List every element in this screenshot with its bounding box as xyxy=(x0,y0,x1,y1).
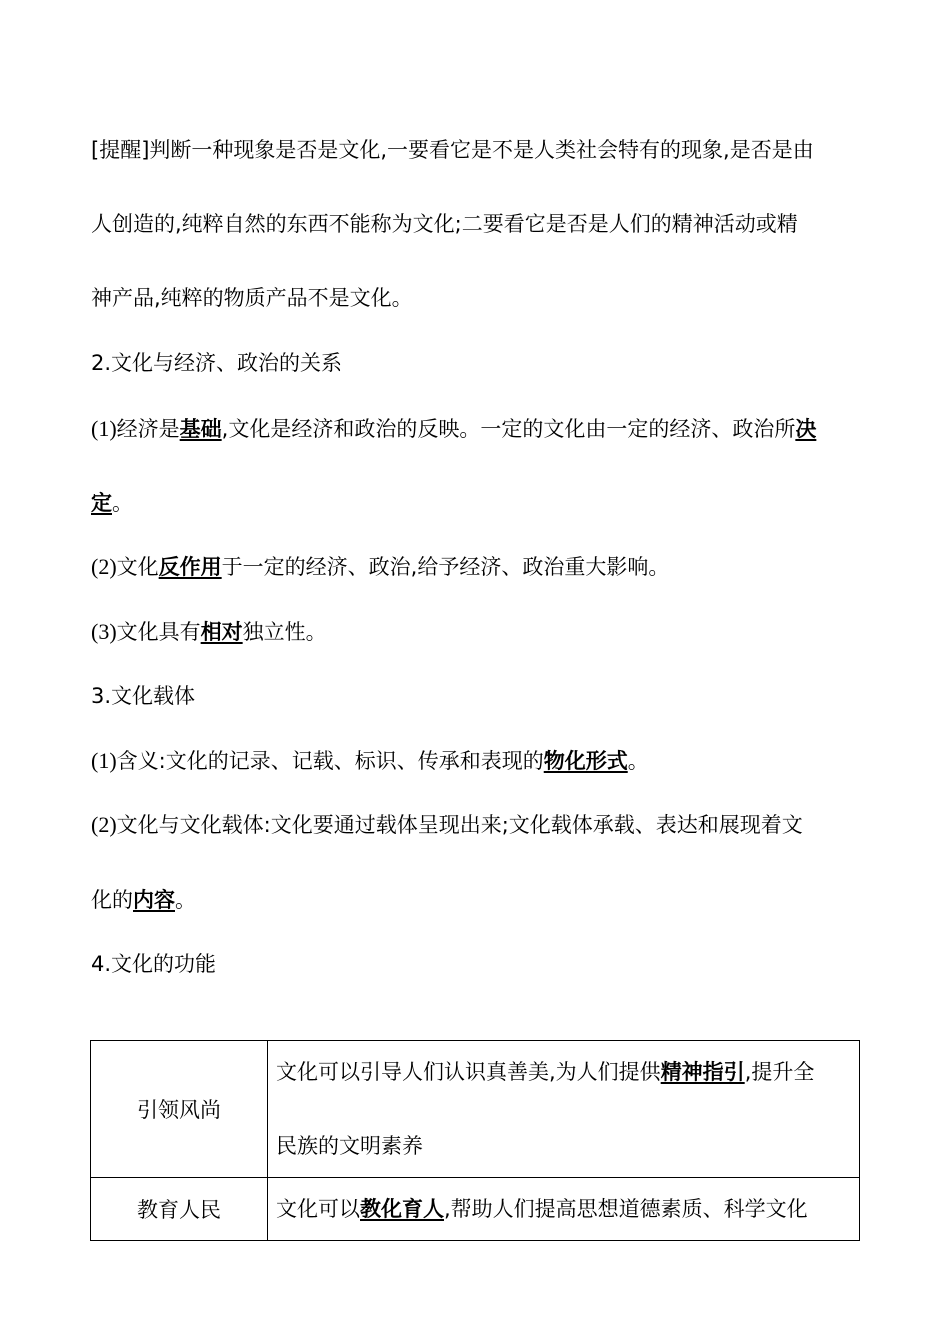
function-description xyxy=(268,1041,860,1178)
text: ,文化是经济和政治的反映。一定的文化由一定的经济、政治所 xyxy=(221,417,796,441)
text: 文化具有 xyxy=(116,620,201,644)
section-3-heading: 3.文化载体 xyxy=(91,684,196,708)
text: 含义:文化的记录、记载、标识、传承和表现的 xyxy=(116,749,544,773)
text: 。 xyxy=(175,888,196,912)
text: 经济是 xyxy=(116,417,180,441)
text: 文化可以引导人们认识真善美,为人们提供 xyxy=(276,1060,661,1084)
section-3-paragraph-2-cont xyxy=(91,886,196,914)
text: 文化与文化载体:文化要通过载体呈现出来;文化载体承载、表达和展现着文 xyxy=(116,813,803,837)
table-row xyxy=(91,1178,860,1241)
item-number: (1) xyxy=(91,748,117,773)
keyword: 决 xyxy=(795,417,817,441)
description-line: 民族的文明素养 xyxy=(276,1134,423,1158)
text: 。 xyxy=(627,749,649,773)
keyword: 精神指引 xyxy=(660,1060,745,1084)
text: 独立性。 xyxy=(242,620,327,644)
culture-functions-table xyxy=(90,1040,860,1241)
section-4-heading: 4.文化的功能 xyxy=(91,952,217,976)
item-number: (2) xyxy=(91,812,117,837)
function-description xyxy=(268,1178,860,1241)
tip-line-3: 神产品,纯粹的物质产品不是文化。 xyxy=(91,286,413,310)
text: ,帮助人们提高思想道德素质、科学文化 xyxy=(444,1197,808,1221)
table-row xyxy=(91,1041,860,1178)
keyword: 基础 xyxy=(179,417,222,441)
keyword: 内容 xyxy=(133,888,175,912)
function-label: 教育人民 xyxy=(91,1178,268,1241)
text: 。 xyxy=(112,491,133,515)
keyword: 定 xyxy=(91,491,112,515)
keyword: 相对 xyxy=(200,620,243,644)
section-2-paragraph-1-cont xyxy=(91,489,133,517)
item-number: (1) xyxy=(91,416,117,441)
keyword: 物化形式 xyxy=(543,749,628,773)
item-number: (3) xyxy=(91,619,117,644)
text: 文化可以 xyxy=(276,1197,360,1221)
section-2-paragraph-2 xyxy=(91,553,669,581)
section-2-paragraph-1 xyxy=(91,415,816,443)
keyword: 反作用 xyxy=(158,555,222,579)
description-line xyxy=(276,1058,858,1086)
description-line xyxy=(276,1195,858,1223)
item-number: (2) xyxy=(91,554,117,579)
text: 于一定的经济、政治,给予经济、政治重大影响。 xyxy=(221,555,670,579)
section-3-paragraph-2 xyxy=(91,811,803,839)
function-label: 引领风尚 xyxy=(91,1041,268,1178)
section-2-paragraph-3 xyxy=(91,618,327,646)
text: ,提升全 xyxy=(744,1060,815,1084)
section-3-paragraph-1 xyxy=(91,747,649,775)
section-2-heading: 2.文化与经济、政治的关系 xyxy=(91,351,343,375)
tip-line-1: [提醒]判断一种现象是否是文化,一要看它是不是人类社会特有的现象,是否是由 xyxy=(91,138,814,162)
tip-line-2: 人创造的,纯粹自然的东西不能称为文化;二要看它是否是人们的精神活动或精 xyxy=(91,212,798,236)
keyword: 教化育人 xyxy=(360,1197,444,1221)
text: 文化 xyxy=(116,555,159,579)
text: 化的 xyxy=(91,888,133,912)
